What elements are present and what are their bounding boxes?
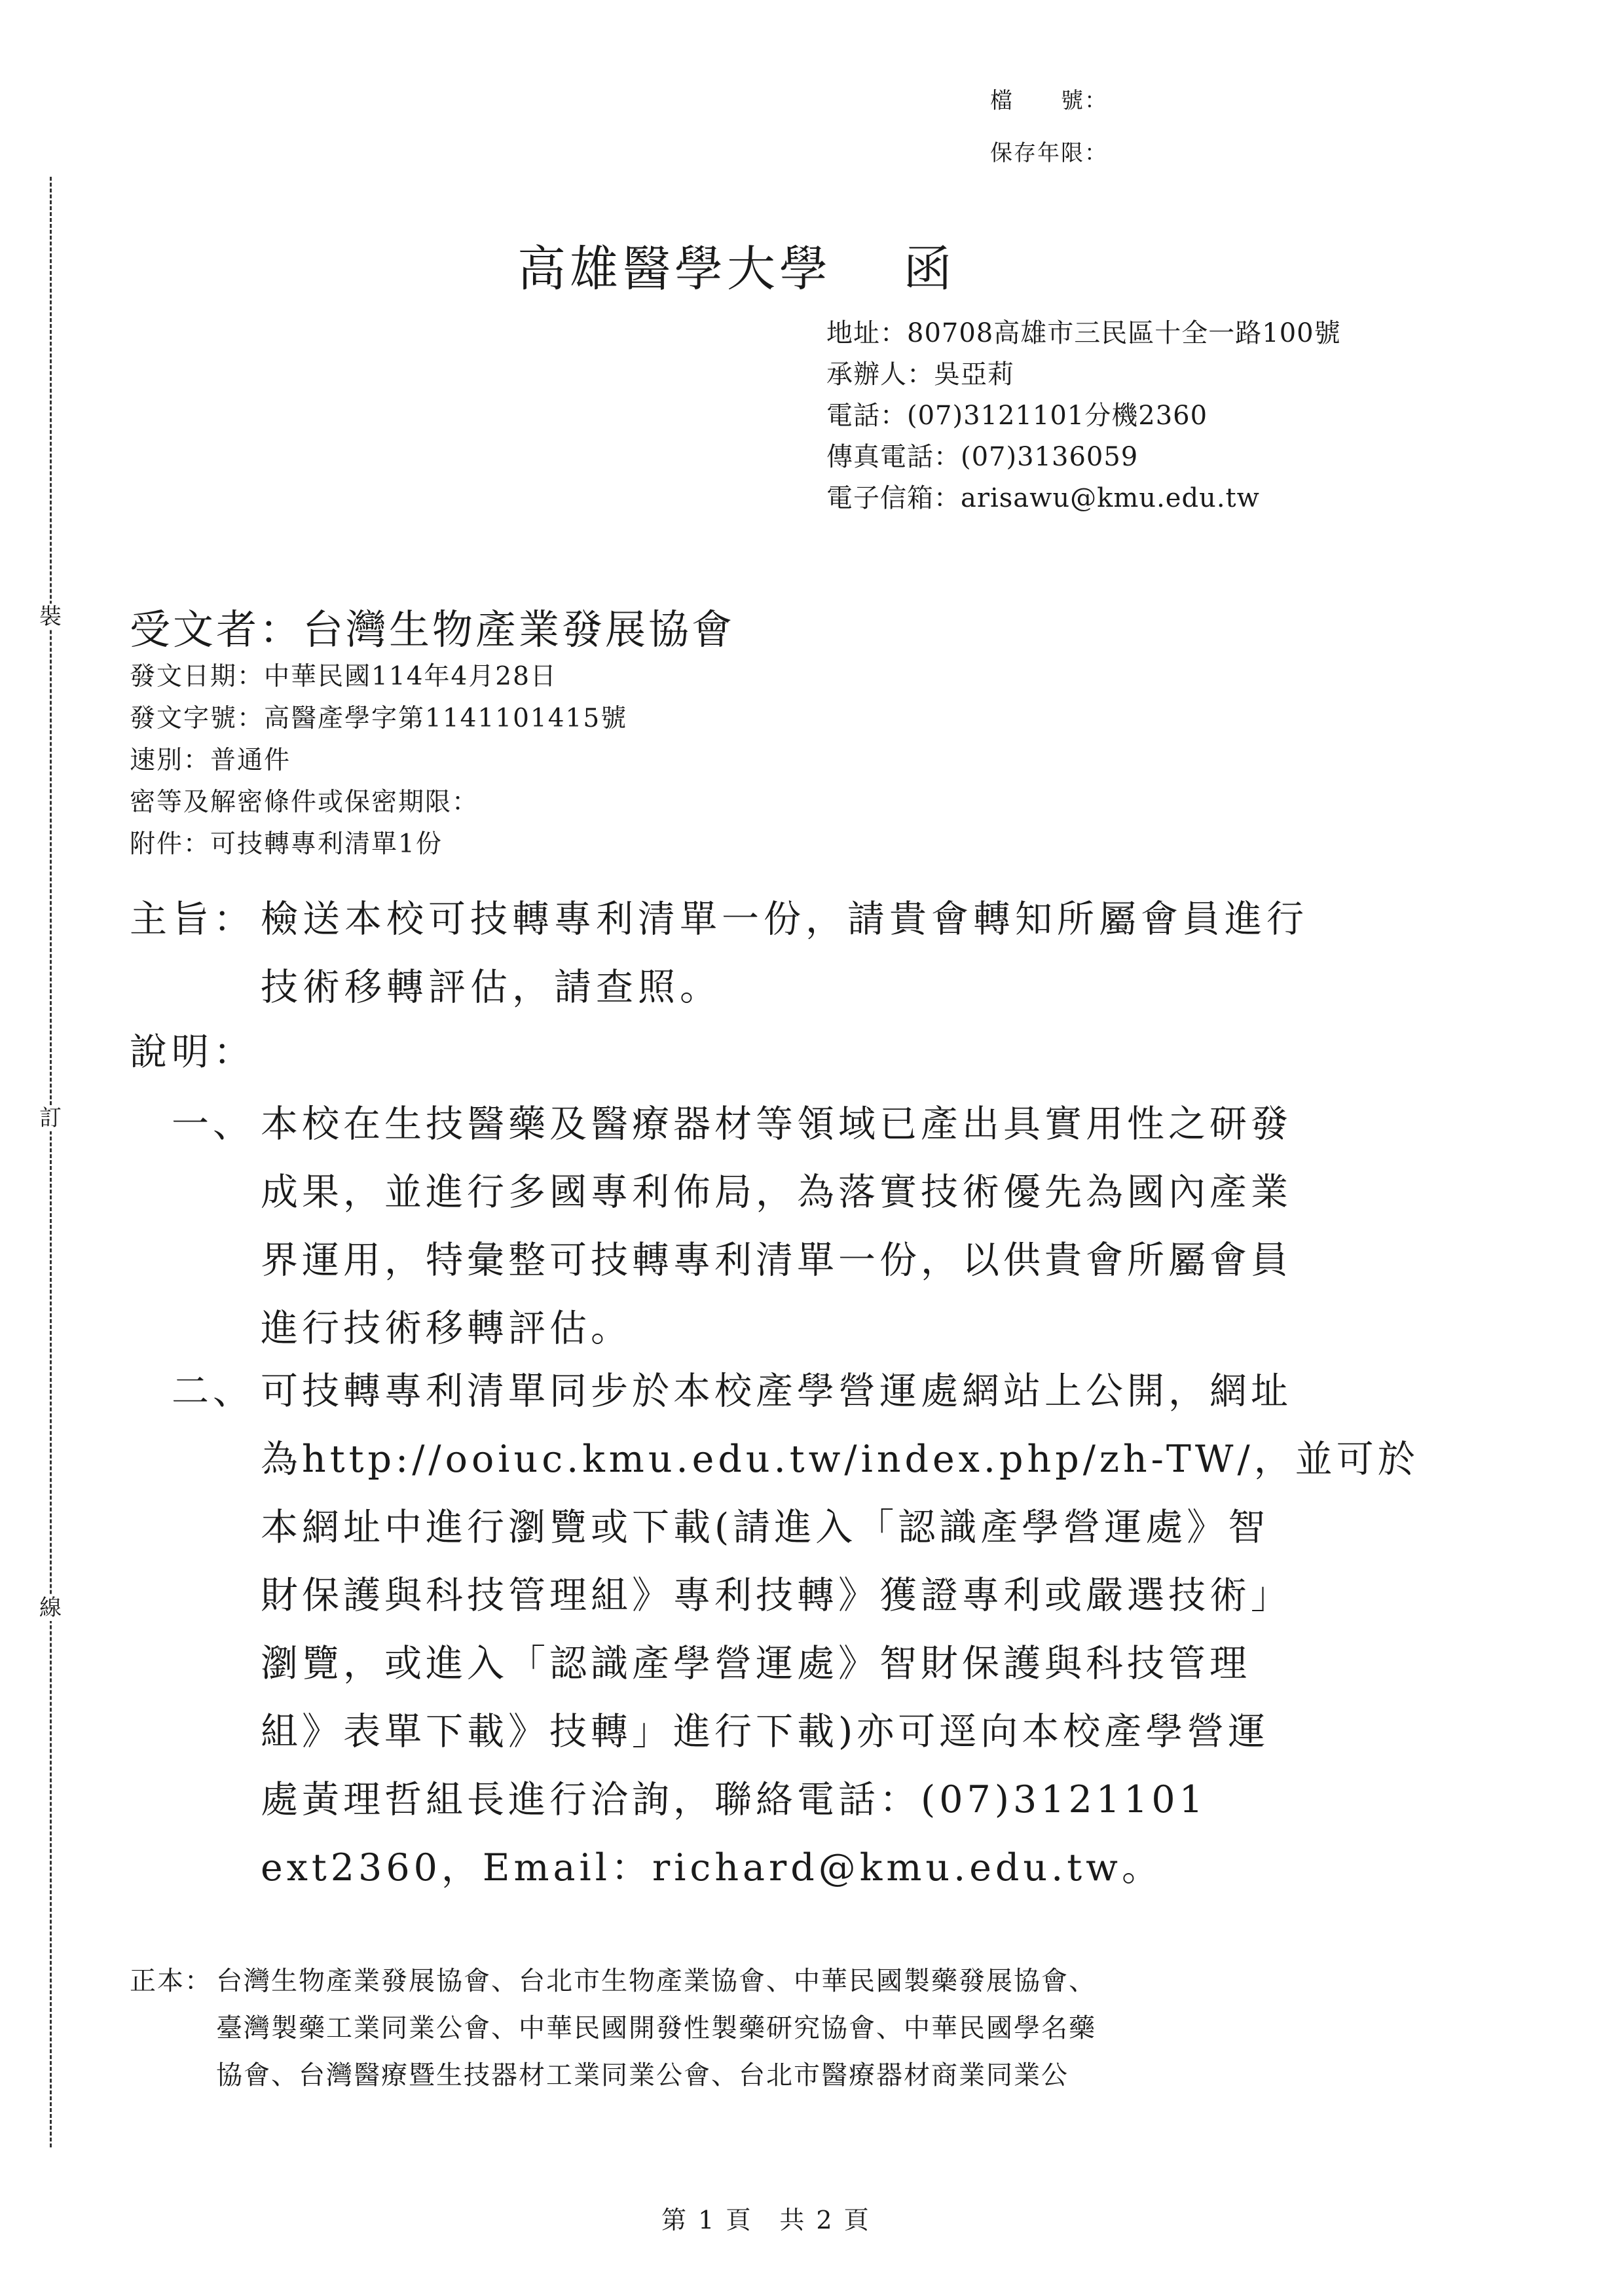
explanation-label: 說明： xyxy=(130,1030,255,1074)
copies-line: 臺灣製藥工業同業公會、中華民國開發性製藥研究協會、中華民國學名藥 xyxy=(216,2013,1096,2043)
subject-label: 主旨： xyxy=(130,898,255,941)
item-2-line: 本網址中進行瀏覽或下載(請進入「認識產學營運處》智 xyxy=(261,1506,1270,1549)
document-title: 高雄醫學大學 函 xyxy=(517,241,956,297)
binding-mark-xian: 線 xyxy=(39,1595,62,1621)
urgency: 速別：普通件 xyxy=(130,746,291,775)
item-1-line: 本校在生技醫藥及醫療器材等領域已產出具實用性之研發 xyxy=(261,1102,1292,1146)
confidentiality: 密等及解密條件或保密期限： xyxy=(130,788,479,817)
retention-period-label: 保存年限： xyxy=(990,140,1108,166)
document-meta xyxy=(130,656,627,866)
contact-email: 電子信箱：arisawu@kmu.edu.tw xyxy=(826,483,1260,513)
item-2-line: 處黃理哲組長進行洽詢，聯絡電話：(07)3121101 xyxy=(261,1778,1207,1821)
recipient-line: 受文者：台灣生物產業發展協會 xyxy=(130,606,735,653)
binding-mark-zhuang: 裝 xyxy=(39,604,62,630)
subject-line-1: 檢送本校可技轉專利清單一份，請貴會轉知所屬會員進行 xyxy=(261,898,1308,941)
item-1-line: 界運用，特彙整可技轉專利清單一份，以供貴會所屬會員 xyxy=(261,1239,1292,1282)
attachments: 附件：可技轉專利清單1份 xyxy=(130,829,443,859)
binding-mark-ding: 訂 xyxy=(39,1105,62,1131)
copies-line: 協會、台灣醫療暨生技器材工業同業公會、台北市醫療器材商業同業公 xyxy=(216,2060,1069,2090)
contact-address: 地址：80708高雄市三民區十全一路100號 xyxy=(826,318,1341,348)
contact-phone: 電話：(07)3121101分機2360 xyxy=(826,401,1208,431)
copies-label: 正本： xyxy=(130,1966,212,1996)
contact-fax: 傳真電話：(07)3136059 xyxy=(826,442,1139,472)
document-number: 發文字號：高醫產學字第1141101415號 xyxy=(130,704,628,733)
item-1-text xyxy=(261,1090,1292,1362)
item-2-line: 組》表單下載》技轉」進行下載)亦可逕向本校產學營運 xyxy=(261,1710,1270,1753)
item-1-line: 成果，並進行多國專利佈局，為落實技術優先為國內產業 xyxy=(261,1171,1292,1214)
item-2-number: 二、 xyxy=(172,1370,254,1413)
item-2-line: 瀏覽，或進入「認識產學營運處》智財保護與科技管理 xyxy=(261,1642,1251,1685)
subject-text xyxy=(261,885,1308,1021)
page-indicator: 第 1 頁 共 2 頁 xyxy=(661,2206,871,2234)
item-2-text xyxy=(261,1357,1419,1902)
item-2-line: 可技轉專利清單同步於本校產學營運處網站上公開，網址 xyxy=(261,1370,1292,1413)
item-1-number: 一、 xyxy=(172,1102,254,1146)
copies-list xyxy=(216,1958,1096,2099)
binding-dashed-line xyxy=(50,177,52,2147)
item-2-line: 財保護與科技管理組》專利技轉》獲證專利或嚴選技術」 xyxy=(261,1574,1292,1617)
file-number-label: 檔 號： xyxy=(990,88,1108,114)
copies-line: 台灣生物產業發展協會、台北市生物產業協會、中華民國製藥發展協會、 xyxy=(216,1966,1096,1996)
subject-line-2: 技術移轉評估，請查照。 xyxy=(261,966,722,1009)
contact-handler: 承辦人：吳亞莉 xyxy=(826,359,1014,390)
item-2-line: ext2360，Email：richard@kmu.edu.tw。 xyxy=(261,1846,1163,1889)
item-2-line: 為http://ooiuc.kmu.edu.tw/index.php/zh-TW/，並可於 xyxy=(261,1438,1419,1481)
item-1-line: 進行技術移轉評估。 xyxy=(261,1307,632,1350)
issue-date: 發文日期：中華民國114年4月28日 xyxy=(130,662,557,691)
contact-block xyxy=(826,313,1341,519)
